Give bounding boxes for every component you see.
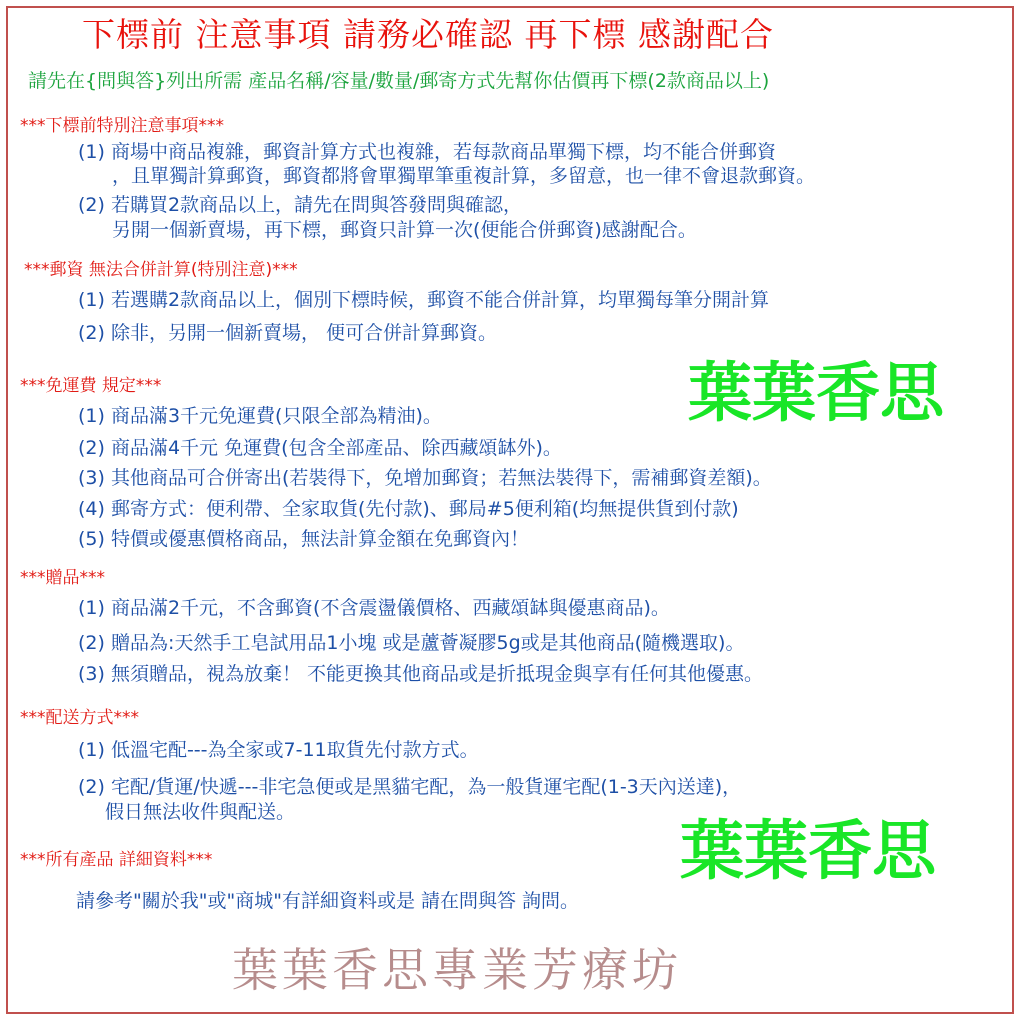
delivery-item: (1) 低溫宅配---為全家或7-11取貨先付款方式。 <box>78 739 479 761</box>
gift-item: (1) 商品滿2千元，不含郵資(不含震盪儀價格、西藏頌缽與優惠商品)。 <box>78 597 670 619</box>
section-heading-product-details: ***所有產品 詳細資料*** <box>20 850 213 870</box>
shipping-fee-item: (1) 若選購2款商品以上，個別下標時候，郵資不能合併計算，均單獨每筆分開計算 <box>78 289 770 311</box>
section-heading-free-shipping: ***免運費 規定*** <box>20 376 162 396</box>
section-heading-shipping-fee: ***郵資 無法合併計算(特別注意)*** <box>24 260 298 280</box>
page-title: 下標前 注意事項 請務必確認 再下標 感謝配合 <box>82 15 774 54</box>
free-shipping-item: (5) 特價或優惠價格商品，無法計算金額在免郵資內！ <box>78 528 529 550</box>
section-heading-notice: ***下標前特別注意事項*** <box>20 116 224 136</box>
shipping-fee-item: (2) 除非，另開一個新賣場， 便可合併計算郵資。 <box>78 322 497 344</box>
footer-shop-name: 葉葉香思專業芳療坊 <box>232 943 682 997</box>
page-subtitle: 請先在{問與答}列出所需 產品名稱/容量/數量/郵寄方式先幫你估價再下標(2款商品以上) <box>28 70 770 92</box>
free-shipping-item: (3) 其他商品可合併寄出(若裝得下，免增加郵資；若無法裝得下，需補郵資差額)。 <box>78 467 772 489</box>
free-shipping-item: (1) 商品滿3千元免運費(只限全部為精油)。 <box>78 405 442 427</box>
gift-item: (2) 贈品為:天然手工皂試用品1小塊 或是蘆薈凝膠5g或是其他商品(隨機選取)。 <box>78 632 745 654</box>
delivery-item: 假日無法收件與配送。 <box>105 801 296 823</box>
section-heading-gift: ***贈品*** <box>20 568 105 588</box>
notice-item: 另開一個新賣場，再下標，郵資只計算一次(便能合併郵資)感謝配合。 <box>112 219 697 241</box>
delivery-item: (2) 宅配/貨運/快遞---非宅急便或是黑貓宅配，為一般貨運宅配(1-3天內送達)， <box>78 776 742 798</box>
notice-item: (1) 商場中商品複雜，郵資計算方式也複雜，若每款商品單獨下標，均不能合併郵資 <box>78 141 776 163</box>
notice-item: ，且單獨計算郵資，郵資都將會單獨單筆重複計算，多留意，也一律不會退款郵資。 <box>112 165 816 187</box>
gift-item: (3) 無須贈品，視為放棄！ 不能更換其他商品或是折抵現金與享有任何其他優惠。 <box>78 663 763 685</box>
section-heading-delivery: ***配送方式*** <box>20 708 139 728</box>
brand-logo-text: 葉葉香思 <box>680 815 936 889</box>
free-shipping-item: (4) 郵寄方式：便利帶、全家取貨(先付款)、郵局#5便利箱(均無提供貨到付款) <box>78 498 739 520</box>
brand-logo-text: 葉葉香思 <box>688 357 944 431</box>
notice-item: (2) 若購買2款商品以上，請先在問與答發問與確認， <box>78 194 523 216</box>
product-details-item: 請參考"關於我"或"商城"有詳細資料或是 請在問與答 詢問。 <box>76 890 580 912</box>
free-shipping-item: (2) 商品滿4千元 免運費(包含全部產品、除西藏頌缽外)。 <box>78 437 562 459</box>
